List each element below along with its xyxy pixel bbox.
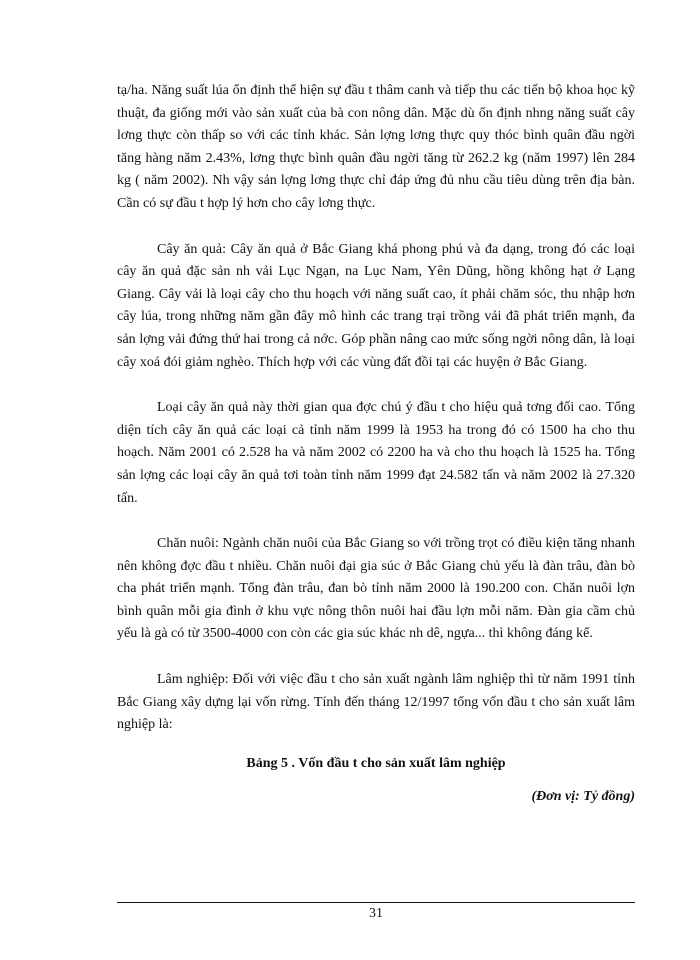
- paragraph-gap: [117, 216, 635, 239]
- paragraph-fruit-trees: Cây ăn quả: Cây ăn quả ở Bắc Giang khá phong phú và đa dạng, trong đó các loại cây ăn quả đặc sản nh vải Lục Ngạn, na Lục Nam, Yên Dũng, hồng không hạt ở Lạng Giang. Cây vải là loại cây cho thu hoạch với năng suất cao, ít phải chăm sóc, thu nhập hơn cây lúa, trong những năm gần đây mô hình các trang trại trồng vải đã phát triển mạnh, đa sản lợng vải đứng thứ hai trong cả nớc. Góp phần nâng cao mức sống ngời nông dân, là loại cây xoá đói giảm nghèo. Thích hợp với các vùng đất đồi tại các huyện ở Bắc Giang.: [117, 241, 635, 370]
- footer-divider: [117, 902, 635, 903]
- paragraph-forestry: Lâm nghiệp: Đối với việc đầu t cho sản xuất ngành lâm nghiệp thì từ năm 1991 tỉnh Bắc Giang xây dựng lại vốn rừng. Tính đến tháng 12/1997 tổng vốn đầu t cho sản xuất lâm nghiệp là:: [117, 672, 635, 733]
- page-number: 31: [369, 906, 383, 921]
- paragraph-gap: [117, 775, 635, 786]
- paragraph-livestock: Chăn nuôi: Ngành chăn nuôi của Bắc Giang so với trồng trọt có điều kiện tăng nhanh nên không đợc đầu t nhiều. Chăn nuôi đại gia súc ở Bắc Giang chủ yếu là đàn trâu, đàn bò cha phát triển mạnh. Tổng đàn trâu, đan bò tỉnh năm 2000 là 190.200 con. Chăn nuôi lợn bình quân mỗi gia đình ở khu vực nông thôn nuôi hai đầu lợn mỗi năm. Đàn gia cầm chủ yếu là gà có từ 3500-4000 con còn các gia súc khác nh dê, ngựa... thì không đáng kể.: [117, 536, 635, 642]
- paragraph-fruit-investment: Loại cây ăn quả này thời gian qua đợc chú ý đầu t cho hiệu quả tơng đối cao. Tổng diện tích cây ăn quả các loại cả tỉnh năm 1999 là 1953 ha trong đó có 1500 ha cho thu hoạch. Năm 2001 có 2.528 ha và năm 2002 có 2200 ha và cho thu hoạch là 1525 ha. Tổng sản lợng các loại cây ăn quả tơi toàn tỉnh năm 1999 đạt 24.582 tấn và năm 2002 là 27.320 tấn.: [117, 400, 635, 506]
- page-content: [117, 80, 635, 808]
- paragraph-gap: [117, 374, 635, 397]
- table-unit: (Đơn vị: Tỷ đồng): [531, 788, 635, 804]
- paragraph-gap: [117, 646, 635, 669]
- paragraph-food-crops: tạ/ha. Năng suất lúa ổn định thể hiện sự đầu t thâm canh và tiếp thu các tiến bộ khoa học kỹ thuật, đa giống mới vào sản xuất của bà con nông dân. Mặc dù ổn định nhng năng suất cây lơng thực còn thấp so với các tỉnh khác. Sản lợng lơng thực quy thóc bình quân đầu ngời tăng hàng năm 2.43%, lơng thực bình quân đầu ngời tăng từ 262.2 kg (năm 1997) lên 284 kg ( năm 2002). Nh vậy sản lợng lơng thực chỉ đáp ứng đủ nhu cầu tiêu dùng trên địa bàn. Cần có sự đầu t hợp lý hơn cho cây lơng thực.: [117, 83, 635, 211]
- table-title: Bảng 5 . Vốn đầu t cho sản xuất lâm nghiệp: [246, 755, 506, 771]
- paragraph-gap: [117, 510, 635, 533]
- paragraph-gap: [117, 737, 635, 753]
